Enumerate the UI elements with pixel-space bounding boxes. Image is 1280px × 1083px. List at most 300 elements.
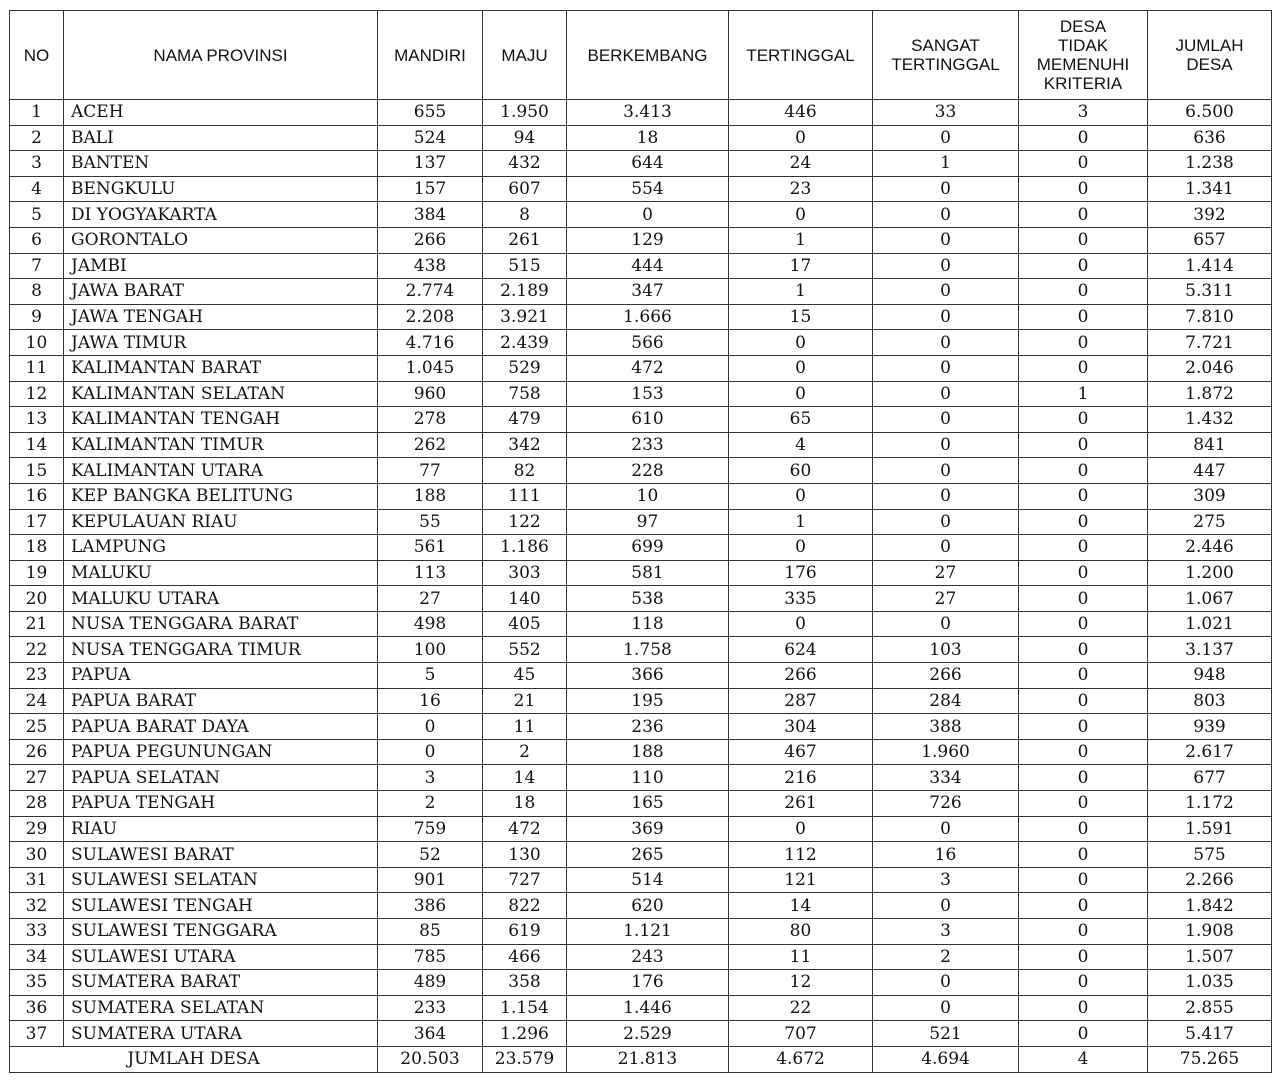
cell-mandiri: 266: [378, 227, 483, 253]
cell-nama-provinsi: SUMATERA UTARA: [64, 1021, 378, 1047]
cell-berkembang: 233: [567, 432, 729, 458]
cell-sangat-tertinggal: 0: [873, 381, 1019, 407]
cell-tertinggal: 1: [729, 279, 873, 305]
cell-no: 5: [10, 202, 64, 228]
cell-mandiri: 0: [378, 714, 483, 740]
cell-nama-provinsi: SUMATERA BARAT: [64, 970, 378, 996]
total-tertinggal: 4.672: [729, 1046, 873, 1072]
cell-tidak-memenuhi: 0: [1019, 611, 1148, 637]
cell-mandiri: 188: [378, 483, 483, 509]
cell-berkembang: 514: [567, 867, 729, 893]
table-row: [10, 611, 1272, 637]
cell-mandiri: 85: [378, 919, 483, 945]
cell-maju: 358: [483, 970, 567, 996]
cell-sangat-tertinggal: 27: [873, 560, 1019, 586]
table-row: [10, 483, 1272, 509]
cell-berkembang: 195: [567, 688, 729, 714]
cell-no: 36: [10, 995, 64, 1021]
cell-tidak-memenuhi: 0: [1019, 1021, 1148, 1047]
table-row: [10, 355, 1272, 381]
cell-nama-provinsi: SULAWESI TENGAH: [64, 893, 378, 919]
cell-tidak-memenuhi: 0: [1019, 739, 1148, 765]
cell-berkembang: 472: [567, 355, 729, 381]
header-sangat-tertinggal: SANGAT TERTINGGAL: [873, 11, 1019, 100]
cell-sangat-tertinggal: 0: [873, 509, 1019, 535]
cell-jumlah-desa: 1.035: [1148, 970, 1272, 996]
cell-sangat-tertinggal: 2: [873, 944, 1019, 970]
cell-sangat-tertinggal: 3: [873, 867, 1019, 893]
cell-nama-provinsi: PAPUA BARAT DAYA: [64, 714, 378, 740]
cell-no: 12: [10, 381, 64, 407]
table-row: [10, 637, 1272, 663]
cell-maju: 82: [483, 458, 567, 484]
table-row: [10, 867, 1272, 893]
cell-tertinggal: 467: [729, 739, 873, 765]
cell-no: 21: [10, 611, 64, 637]
cell-tidak-memenuhi: 0: [1019, 432, 1148, 458]
cell-mandiri: 498: [378, 611, 483, 637]
cell-no: 10: [10, 330, 64, 356]
cell-mandiri: 386: [378, 893, 483, 919]
cell-sangat-tertinggal: 0: [873, 279, 1019, 305]
cell-sangat-tertinggal: 0: [873, 304, 1019, 330]
cell-maju: 11: [483, 714, 567, 740]
total-label: JUMLAH DESA: [10, 1046, 378, 1072]
cell-nama-provinsi: BENGKULU: [64, 176, 378, 202]
cell-berkembang: 165: [567, 791, 729, 817]
cell-no: 32: [10, 893, 64, 919]
table-row: [10, 688, 1272, 714]
cell-tidak-memenuhi: 0: [1019, 919, 1148, 945]
cell-tertinggal: 0: [729, 611, 873, 637]
cell-no: 35: [10, 970, 64, 996]
cell-no: 31: [10, 867, 64, 893]
cell-jumlah-desa: 2.446: [1148, 535, 1272, 561]
cell-tidak-memenuhi: 0: [1019, 688, 1148, 714]
cell-mandiri: 524: [378, 125, 483, 151]
cell-tidak-memenuhi: 0: [1019, 586, 1148, 612]
cell-maju: 21: [483, 688, 567, 714]
cell-tertinggal: 0: [729, 381, 873, 407]
header-jumlah-desa: JUMLAH DESA: [1148, 11, 1272, 100]
table-row: [10, 663, 1272, 689]
cell-sangat-tertinggal: 521: [873, 1021, 1019, 1047]
cell-tertinggal: 17: [729, 253, 873, 279]
cell-jumlah-desa: 575: [1148, 842, 1272, 868]
cell-maju: 619: [483, 919, 567, 945]
cell-sangat-tertinggal: 0: [873, 330, 1019, 356]
cell-jumlah-desa: 392: [1148, 202, 1272, 228]
cell-no: 23: [10, 663, 64, 689]
cell-no: 28: [10, 791, 64, 817]
cell-jumlah-desa: 5.311: [1148, 279, 1272, 305]
cell-jumlah-desa: 2.266: [1148, 867, 1272, 893]
cell-maju: 466: [483, 944, 567, 970]
cell-jumlah-desa: 6.500: [1148, 100, 1272, 126]
cell-maju: 515: [483, 253, 567, 279]
cell-sangat-tertinggal: 0: [873, 355, 1019, 381]
table-row: [10, 739, 1272, 765]
cell-no: 34: [10, 944, 64, 970]
cell-mandiri: 2: [378, 791, 483, 817]
cell-tertinggal: 0: [729, 535, 873, 561]
cell-maju: 1.186: [483, 535, 567, 561]
cell-tertinggal: 60: [729, 458, 873, 484]
cell-maju: 529: [483, 355, 567, 381]
cell-tertinggal: 15: [729, 304, 873, 330]
cell-mandiri: 384: [378, 202, 483, 228]
cell-tertinggal: 121: [729, 867, 873, 893]
cell-nama-provinsi: GORONTALO: [64, 227, 378, 253]
cell-mandiri: 4.716: [378, 330, 483, 356]
cell-nama-provinsi: JAWA TIMUR: [64, 330, 378, 356]
cell-maju: 18: [483, 791, 567, 817]
table-row: [10, 330, 1272, 356]
cell-tidak-memenuhi: 0: [1019, 330, 1148, 356]
cell-maju: 607: [483, 176, 567, 202]
cell-berkembang: 644: [567, 151, 729, 177]
cell-tertinggal: 266: [729, 663, 873, 689]
cell-tertinggal: 0: [729, 816, 873, 842]
table-row: [10, 407, 1272, 433]
cell-berkembang: 18: [567, 125, 729, 151]
cell-tidak-memenuhi: 1: [1019, 381, 1148, 407]
village-status-table: [9, 10, 1272, 1073]
cell-tertinggal: 80: [729, 919, 873, 945]
cell-berkembang: 1.446: [567, 995, 729, 1021]
cell-no: 8: [10, 279, 64, 305]
cell-tertinggal: 287: [729, 688, 873, 714]
table-row: [10, 714, 1272, 740]
cell-nama-provinsi: KALIMANTAN TIMUR: [64, 432, 378, 458]
cell-jumlah-desa: 1.414: [1148, 253, 1272, 279]
cell-berkembang: 1.666: [567, 304, 729, 330]
cell-jumlah-desa: 1.021: [1148, 611, 1272, 637]
total-tidak-memenuhi: 4: [1019, 1046, 1148, 1072]
table-row: [10, 842, 1272, 868]
header-desa-tidak-memenuhi-kriteria: DESA TIDAK MEMENUHI KRITERIA: [1019, 11, 1148, 100]
cell-tertinggal: 14: [729, 893, 873, 919]
cell-nama-provinsi: RIAU: [64, 816, 378, 842]
cell-tidak-memenuhi: 0: [1019, 407, 1148, 433]
cell-sangat-tertinggal: 1.960: [873, 739, 1019, 765]
cell-tertinggal: 0: [729, 355, 873, 381]
cell-maju: 45: [483, 663, 567, 689]
cell-nama-provinsi: SULAWESI BARAT: [64, 842, 378, 868]
cell-berkembang: 236: [567, 714, 729, 740]
total-jumlah-desa: 75.265: [1148, 1046, 1272, 1072]
cell-no: 11: [10, 355, 64, 381]
cell-berkembang: 243: [567, 944, 729, 970]
cell-nama-provinsi: MALUKU UTARA: [64, 586, 378, 612]
cell-maju: 552: [483, 637, 567, 663]
cell-maju: 758: [483, 381, 567, 407]
cell-tertinggal: 11: [729, 944, 873, 970]
cell-tidak-memenuhi: 0: [1019, 842, 1148, 868]
table-row: [10, 944, 1272, 970]
table-row: [10, 995, 1272, 1021]
cell-tidak-memenuhi: 0: [1019, 765, 1148, 791]
cell-nama-provinsi: KALIMANTAN UTARA: [64, 458, 378, 484]
cell-mandiri: 901: [378, 867, 483, 893]
cell-mandiri: 137: [378, 151, 483, 177]
cell-tertinggal: 0: [729, 202, 873, 228]
table-row: [10, 176, 1272, 202]
cell-berkembang: 610: [567, 407, 729, 433]
table-row: [10, 227, 1272, 253]
cell-jumlah-desa: 1.172: [1148, 791, 1272, 817]
cell-maju: 3.921: [483, 304, 567, 330]
cell-nama-provinsi: JAMBI: [64, 253, 378, 279]
cell-berkembang: 620: [567, 893, 729, 919]
cell-no: 33: [10, 919, 64, 945]
cell-no: 26: [10, 739, 64, 765]
cell-no: 27: [10, 765, 64, 791]
cell-sangat-tertinggal: 0: [873, 458, 1019, 484]
cell-no: 29: [10, 816, 64, 842]
cell-nama-provinsi: PAPUA BARAT: [64, 688, 378, 714]
table-row: [10, 253, 1272, 279]
cell-no: 20: [10, 586, 64, 612]
cell-mandiri: 785: [378, 944, 483, 970]
cell-nama-provinsi: SUMATERA SELATAN: [64, 995, 378, 1021]
table-body: [10, 100, 1272, 1047]
cell-tertinggal: 0: [729, 483, 873, 509]
cell-tidak-memenuhi: 0: [1019, 970, 1148, 996]
cell-maju: 822: [483, 893, 567, 919]
cell-no: 13: [10, 407, 64, 433]
cell-no: 1: [10, 100, 64, 126]
table-row: [10, 279, 1272, 305]
cell-mandiri: 262: [378, 432, 483, 458]
cell-sangat-tertinggal: 388: [873, 714, 1019, 740]
cell-berkembang: 0: [567, 202, 729, 228]
header-row: [10, 11, 1272, 100]
cell-no: 19: [10, 560, 64, 586]
cell-tertinggal: 624: [729, 637, 873, 663]
cell-sangat-tertinggal: 0: [873, 176, 1019, 202]
table-row: [10, 970, 1272, 996]
cell-berkembang: 2.529: [567, 1021, 729, 1047]
cell-sangat-tertinggal: 0: [873, 893, 1019, 919]
cell-maju: 8: [483, 202, 567, 228]
cell-mandiri: 52: [378, 842, 483, 868]
cell-berkembang: 228: [567, 458, 729, 484]
cell-berkembang: 366: [567, 663, 729, 689]
cell-sangat-tertinggal: 0: [873, 125, 1019, 151]
cell-no: 6: [10, 227, 64, 253]
cell-nama-provinsi: KALIMANTAN TENGAH: [64, 407, 378, 433]
table-row: [10, 919, 1272, 945]
cell-jumlah-desa: 841: [1148, 432, 1272, 458]
cell-tidak-memenuhi: 0: [1019, 151, 1148, 177]
table-row: [10, 202, 1272, 228]
total-sangat-tertinggal: 4.694: [873, 1046, 1019, 1072]
cell-jumlah-desa: 1.341: [1148, 176, 1272, 202]
cell-sangat-tertinggal: 27: [873, 586, 1019, 612]
cell-no: 22: [10, 637, 64, 663]
cell-nama-provinsi: KALIMANTAN BARAT: [64, 355, 378, 381]
table-row: [10, 458, 1272, 484]
cell-mandiri: 100: [378, 637, 483, 663]
cell-no: 30: [10, 842, 64, 868]
cell-maju: 122: [483, 509, 567, 535]
cell-tidak-memenuhi: 0: [1019, 791, 1148, 817]
cell-tidak-memenuhi: 0: [1019, 509, 1148, 535]
cell-tertinggal: 0: [729, 125, 873, 151]
cell-tertinggal: 216: [729, 765, 873, 791]
cell-tidak-memenuhi: 0: [1019, 637, 1148, 663]
cell-mandiri: 2.774: [378, 279, 483, 305]
table-row: [10, 509, 1272, 535]
total-row: [10, 1046, 1272, 1072]
cell-tidak-memenuhi: 0: [1019, 176, 1148, 202]
cell-nama-provinsi: BANTEN: [64, 151, 378, 177]
cell-tidak-memenuhi: 0: [1019, 227, 1148, 253]
cell-berkembang: 153: [567, 381, 729, 407]
cell-no: 24: [10, 688, 64, 714]
cell-tidak-memenuhi: 0: [1019, 253, 1148, 279]
header-nama-provinsi: NAMA PROVINSI: [64, 11, 378, 100]
cell-mandiri: 561: [378, 535, 483, 561]
cell-no: 9: [10, 304, 64, 330]
cell-jumlah-desa: 677: [1148, 765, 1272, 791]
cell-maju: 405: [483, 611, 567, 637]
cell-jumlah-desa: 309: [1148, 483, 1272, 509]
cell-mandiri: 5: [378, 663, 483, 689]
cell-mandiri: 2.208: [378, 304, 483, 330]
cell-maju: 130: [483, 842, 567, 868]
cell-berkembang: 3.413: [567, 100, 729, 126]
table-row: [10, 560, 1272, 586]
cell-tidak-memenuhi: 0: [1019, 355, 1148, 381]
table-row: [10, 586, 1272, 612]
cell-tidak-memenuhi: 0: [1019, 202, 1148, 228]
cell-tidak-memenuhi: 0: [1019, 816, 1148, 842]
cell-nama-provinsi: SULAWESI TENGGARA: [64, 919, 378, 945]
cell-berkembang: 1.758: [567, 637, 729, 663]
cell-nama-provinsi: KEPULAUAN RIAU: [64, 509, 378, 535]
cell-sangat-tertinggal: 0: [873, 611, 1019, 637]
cell-maju: 261: [483, 227, 567, 253]
cell-sangat-tertinggal: 103: [873, 637, 1019, 663]
cell-maju: 727: [483, 867, 567, 893]
header-no: NO: [10, 11, 64, 100]
cell-mandiri: 364: [378, 1021, 483, 1047]
cell-no: 3: [10, 151, 64, 177]
cell-maju: 1.950: [483, 100, 567, 126]
cell-maju: 2: [483, 739, 567, 765]
cell-berkembang: 369: [567, 816, 729, 842]
cell-jumlah-desa: 1.507: [1148, 944, 1272, 970]
header-berkembang: BERKEMBANG: [567, 11, 729, 100]
cell-maju: 479: [483, 407, 567, 433]
cell-mandiri: 960: [378, 381, 483, 407]
cell-sangat-tertinggal: 16: [873, 842, 1019, 868]
cell-jumlah-desa: 447: [1148, 458, 1272, 484]
cell-tidak-memenuhi: 0: [1019, 458, 1148, 484]
cell-tidak-memenuhi: 0: [1019, 663, 1148, 689]
cell-mandiri: 489: [378, 970, 483, 996]
cell-jumlah-desa: 657: [1148, 227, 1272, 253]
cell-tertinggal: 1: [729, 509, 873, 535]
cell-tidak-memenuhi: 0: [1019, 893, 1148, 919]
cell-nama-provinsi: KEP BANGKA BELITUNG: [64, 483, 378, 509]
cell-mandiri: 655: [378, 100, 483, 126]
header-tertinggal: TERTINGGAL: [729, 11, 873, 100]
cell-berkembang: 118: [567, 611, 729, 637]
header-maju: MAJU: [483, 11, 567, 100]
cell-mandiri: 113: [378, 560, 483, 586]
cell-no: 37: [10, 1021, 64, 1047]
cell-nama-provinsi: KALIMANTAN SELATAN: [64, 381, 378, 407]
cell-tidak-memenuhi: 0: [1019, 944, 1148, 970]
cell-tertinggal: 22: [729, 995, 873, 1021]
cell-sangat-tertinggal: 0: [873, 432, 1019, 458]
cell-berkembang: 176: [567, 970, 729, 996]
cell-sangat-tertinggal: 3: [873, 919, 1019, 945]
cell-tertinggal: 707: [729, 1021, 873, 1047]
cell-nama-provinsi: JAWA BARAT: [64, 279, 378, 305]
cell-maju: 2.439: [483, 330, 567, 356]
cell-no: 16: [10, 483, 64, 509]
cell-no: 18: [10, 535, 64, 561]
header-mandiri: MANDIRI: [378, 11, 483, 100]
cell-jumlah-desa: 7.721: [1148, 330, 1272, 356]
cell-jumlah-desa: 1.200: [1148, 560, 1272, 586]
cell-berkembang: 97: [567, 509, 729, 535]
cell-jumlah-desa: 948: [1148, 663, 1272, 689]
table-row: [10, 125, 1272, 151]
total-berkembang: 21.813: [567, 1046, 729, 1072]
table-row: [10, 432, 1272, 458]
table-row: [10, 381, 1272, 407]
cell-tertinggal: 176: [729, 560, 873, 586]
cell-no: 17: [10, 509, 64, 535]
cell-nama-provinsi: ACEH: [64, 100, 378, 126]
cell-nama-provinsi: SULAWESI SELATAN: [64, 867, 378, 893]
cell-jumlah-desa: 1.908: [1148, 919, 1272, 945]
cell-no: 7: [10, 253, 64, 279]
cell-berkembang: 581: [567, 560, 729, 586]
cell-jumlah-desa: 2.046: [1148, 355, 1272, 381]
cell-tertinggal: 335: [729, 586, 873, 612]
cell-jumlah-desa: 1.432: [1148, 407, 1272, 433]
cell-berkembang: 699: [567, 535, 729, 561]
total-maju: 23.579: [483, 1046, 567, 1072]
cell-berkembang: 188: [567, 739, 729, 765]
cell-tidak-memenuhi: 0: [1019, 867, 1148, 893]
cell-jumlah-desa: 803: [1148, 688, 1272, 714]
cell-jumlah-desa: 3.137: [1148, 637, 1272, 663]
cell-nama-provinsi: SULAWESI UTARA: [64, 944, 378, 970]
cell-mandiri: 438: [378, 253, 483, 279]
cell-no: 14: [10, 432, 64, 458]
cell-mandiri: 759: [378, 816, 483, 842]
cell-sangat-tertinggal: 0: [873, 483, 1019, 509]
cell-tertinggal: 261: [729, 791, 873, 817]
table-row: [10, 893, 1272, 919]
cell-sangat-tertinggal: 334: [873, 765, 1019, 791]
cell-nama-provinsi: PAPUA TENGAH: [64, 791, 378, 817]
total-mandiri: 20.503: [378, 1046, 483, 1072]
cell-nama-provinsi: PAPUA SELATAN: [64, 765, 378, 791]
cell-maju: 140: [483, 586, 567, 612]
cell-mandiri: 27: [378, 586, 483, 612]
cell-tertinggal: 112: [729, 842, 873, 868]
cell-berkembang: 347: [567, 279, 729, 305]
cell-berkembang: 10: [567, 483, 729, 509]
